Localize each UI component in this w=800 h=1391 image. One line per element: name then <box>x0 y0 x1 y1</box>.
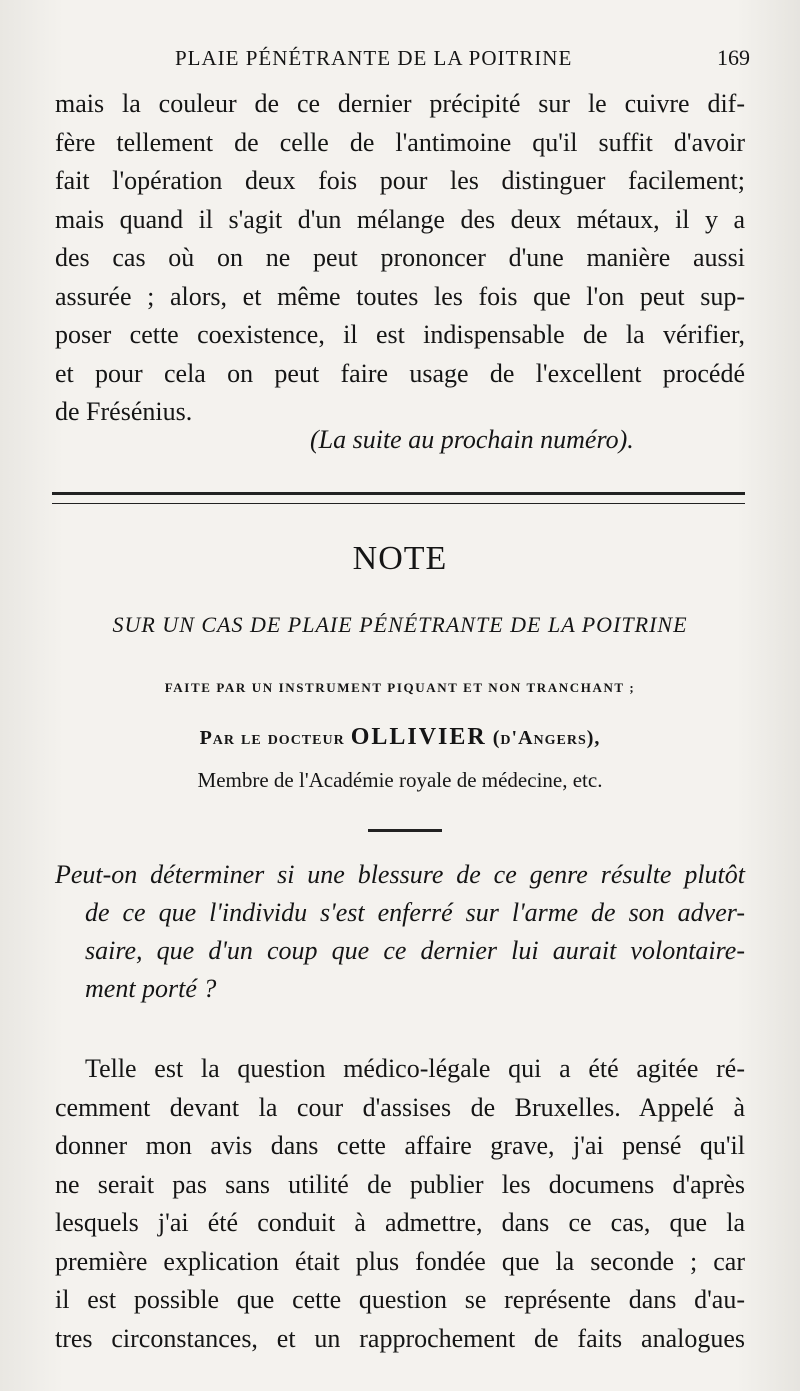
author-affiliation: Membre de l'Académie royale de médecine, etc. <box>197 768 603 792</box>
note-title: NOTE <box>352 540 448 577</box>
text-line: de Frésénius. <box>55 397 193 426</box>
text-line: donner mon avis dans cette affaire grave, j'ai pensé qu'il <box>55 1131 745 1160</box>
text-line: première explication était plus fondée que la seconde ; car <box>55 1246 745 1276</box>
text-line: et pour cela on peut faire usage de l'excellent procédé <box>55 358 745 388</box>
question-line: Peut-on déterminer si une blessure de ce genre résulte plutôt <box>55 860 745 889</box>
text-line: mais quand il s'agit d'un mélange des deux métaux, il y a <box>55 204 745 234</box>
research-question <box>55 856 745 1008</box>
text-line: il est possible que cette question se représente dans d'au- <box>55 1285 745 1314</box>
text-line: ne serait pas sans utilité de publier les documens d'après <box>55 1169 745 1199</box>
text-line: mais la couleur de ce dernier précipité sur le cuivre dif- <box>55 89 745 118</box>
text-line: poser cette coexistence, il est indispensable de la vérifier, <box>55 320 745 349</box>
question-line: saire, que d'un coup que ce dernier lui aurait volontaire- <box>85 936 745 965</box>
text-line: cemment devant la cour d'assises de Bruxelles. Appelé à <box>55 1092 745 1122</box>
double-rule-divider <box>52 492 745 504</box>
question-line: de ce que l'individu s'est enferré sur l'arme de son adver- <box>85 898 745 927</box>
text-line: fère tellement de celle de l'antimoine qu'il suffit d'avoir <box>55 127 745 157</box>
author-name: OLLIVIER <box>350 724 487 750</box>
note-subtitle: SUR UN CAS DE PLAIE PÉNÉTRANTE DE LA POITRINE <box>112 612 688 637</box>
text-line: Telle est la question médico-légale qui a été agitée ré- <box>85 1054 745 1083</box>
page-number: 169 <box>717 45 750 70</box>
author-suffix: (d'Angers), <box>492 727 601 749</box>
note-subtitle-detail: FAITE PAR UN INSTRUMENT PIQUANT ET NON TRANCHANT ; <box>164 680 636 695</box>
text-line: des cas où on ne peut prononcer d'une manière aussi <box>55 243 745 272</box>
continued-paragraph <box>55 85 745 432</box>
opening-paragraph <box>55 1050 745 1358</box>
running-title: PLAIE PÉNÉTRANTE DE LA POITRINE <box>175 46 573 70</box>
question-line: ment porté ? <box>85 974 217 1003</box>
author-prefix: Par le docteur <box>199 727 345 749</box>
text-line: fait l'opération deux fois pour les distinguer facilement; <box>55 166 745 195</box>
running-head <box>55 40 750 80</box>
continuation-note: (La suite au prochain numéro). <box>310 425 634 454</box>
text-line: lesquels j'ai été conduit à admettre, dans ce cas, que la <box>55 1208 745 1237</box>
text-line: assurée ; alors, et même toutes les fois que l'on peut sup- <box>55 281 745 311</box>
short-rule-divider <box>368 829 442 832</box>
author-line <box>60 724 740 751</box>
text-line: tres circonstances, et un rapprochement de faits analogues <box>55 1323 745 1353</box>
